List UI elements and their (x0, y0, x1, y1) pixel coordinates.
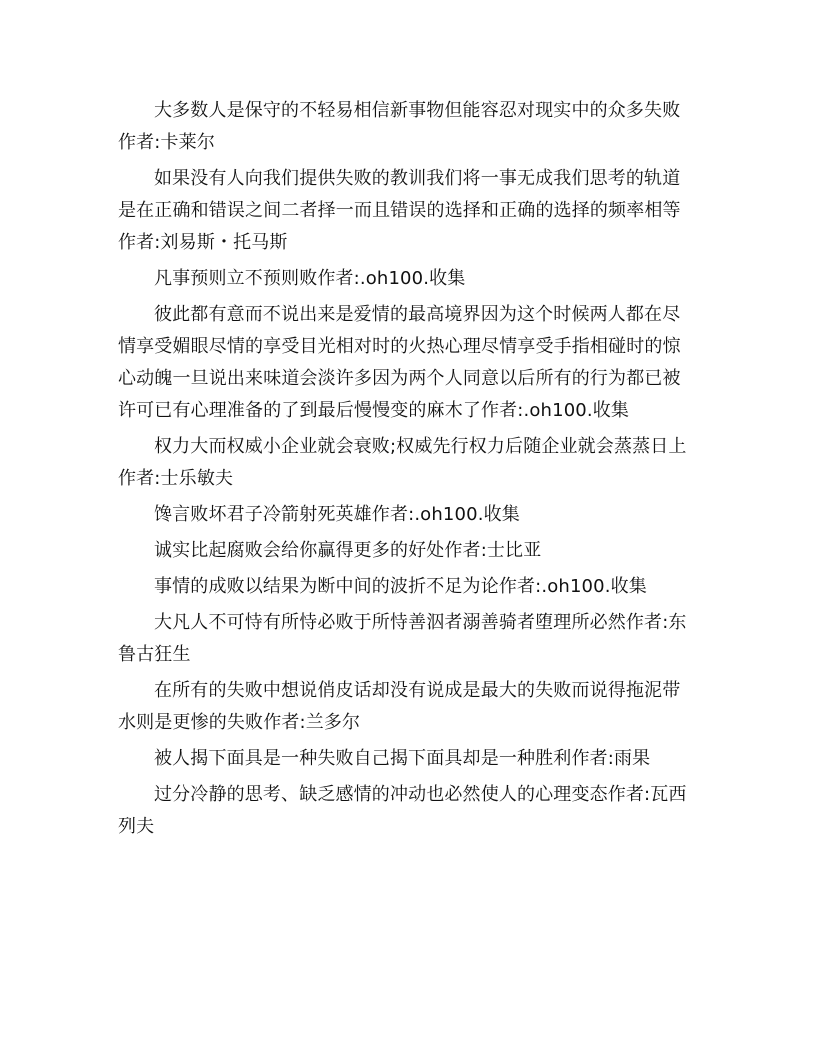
quote-paragraph: 过分冷静的思考、缺乏感情的冲动也必然使人的心理变态作者:瓦西列夫 (118, 784, 687, 837)
quote-paragraph: 被人揭下面具是一种失败自己揭下面具却是一种胜利作者:雨果 (154, 748, 651, 769)
quote-paragraph: 彼此都有意而不说出来是爱情的最高境界因为这个时候两人都在尽情享受媚眼尽情的享受目光相对时的火热心理尽情享受手指相碰时的惊心动魄一旦说出来味道会淡许多因为两个人同意以后所有的行为都已被许可已有心理准备的了到最后慢慢变的麻木了作者:.oh100.收集 (118, 304, 681, 421)
quote-paragraph: 大凡人不可恃有所恃必败于所恃善泅者溺善骑者堕理所必然作者:东鲁古狂生 (118, 612, 687, 665)
quote-paragraph: 大多数人是保守的不轻易相信新事物但能容忍对现实中的众多失败作者:卡莱尔 (118, 100, 681, 153)
quote-paragraph: 馋言败坏君子冷箭射死英雄作者:.oh100.收集 (154, 504, 520, 525)
quote-paragraph: 诚实比起腐败会给你赢得更多的好处作者:士比亚 (154, 540, 542, 561)
quote-paragraph: 在所有的失败中想说俏皮话却没有说成是最大的失败而说得拖泥带水则是更惨的失败作者:兰多尔 (118, 680, 681, 733)
quote-paragraph: 如果没有人向我们提供失败的教训我们将一事无成我们思考的轨道是在正确和错误之间二者择一而且错误的选择和正确的选择的频率相等作者:刘易斯・托马斯 (118, 168, 681, 253)
document-body (118, 95, 694, 843)
quote-paragraph: 权力大而权威小企业就会衰败;权威先行权力后随企业就会蒸蒸日上作者:士乐敏夫 (118, 436, 687, 489)
quote-paragraph: 凡事预则立不预则败作者:.oh100.收集 (154, 268, 466, 289)
quote-paragraph: 事情的成败以结果为断中间的波折不足为论作者:.oh100.收集 (154, 576, 647, 597)
